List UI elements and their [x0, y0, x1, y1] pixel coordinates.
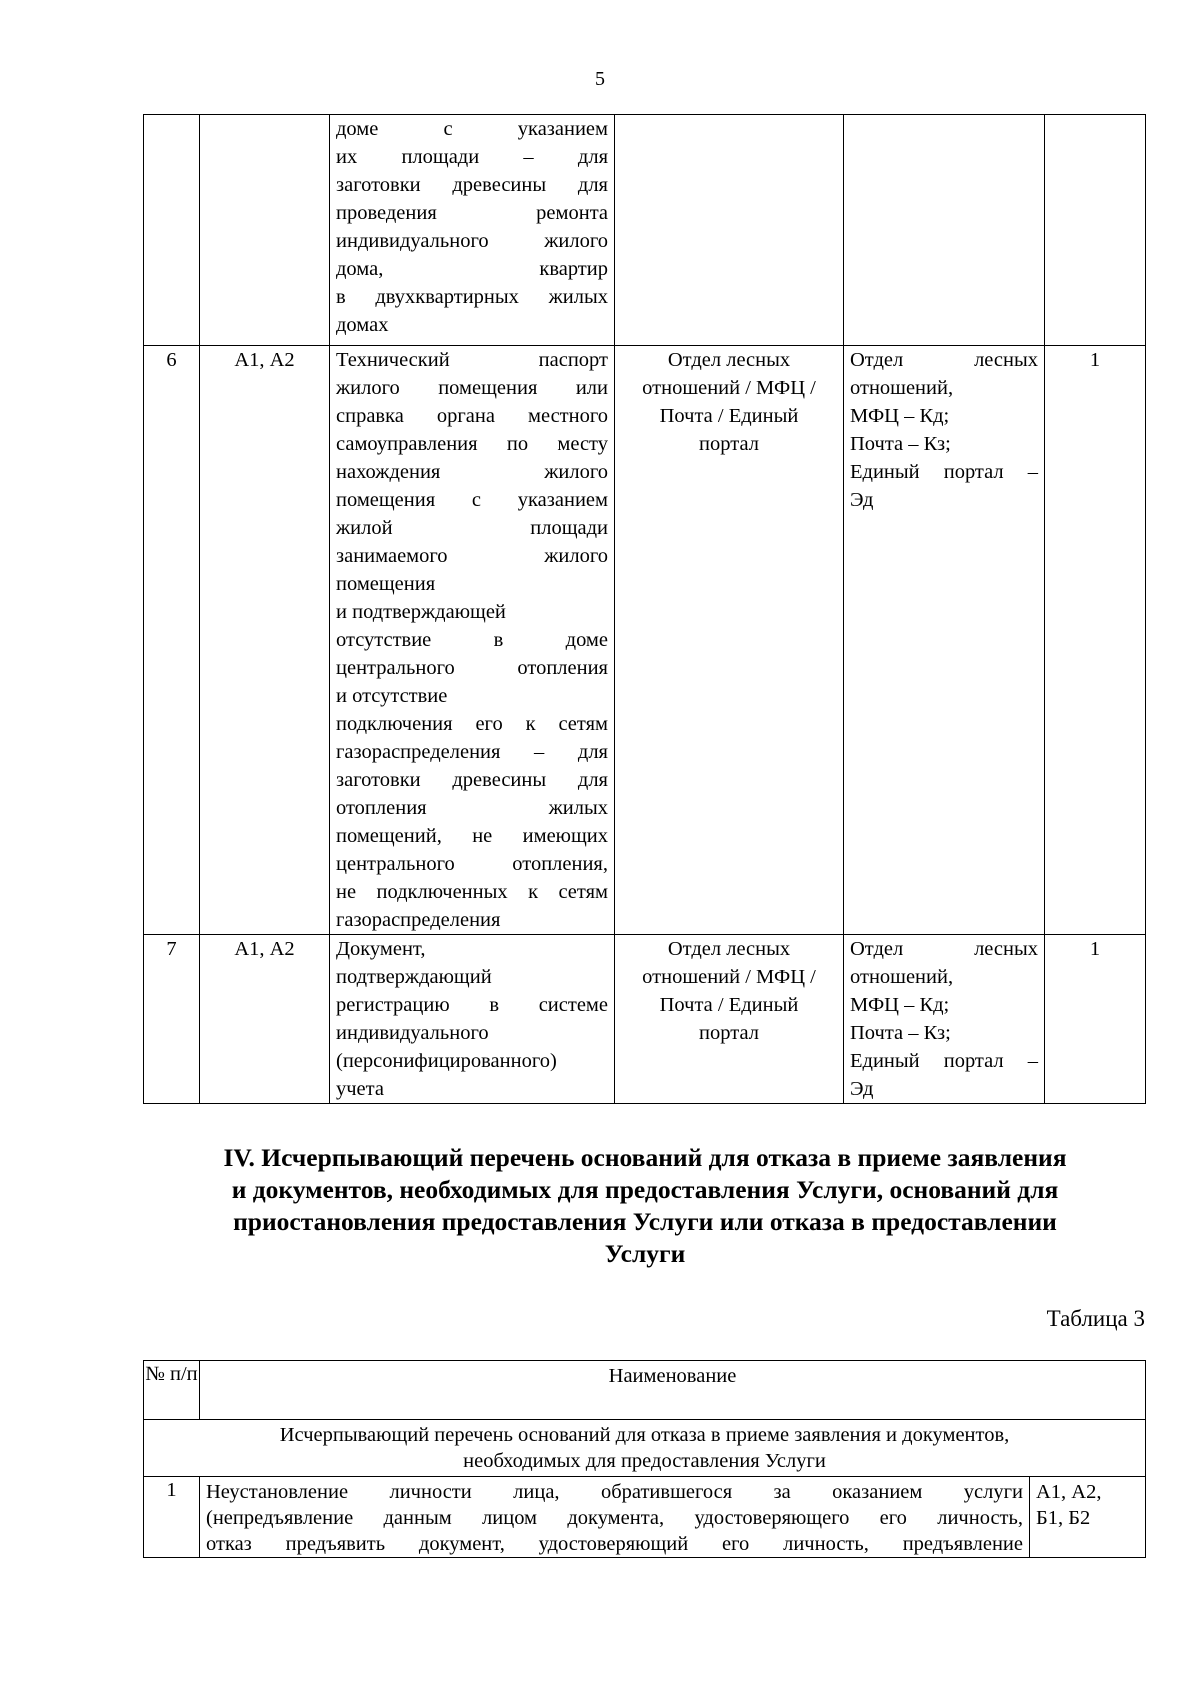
- document-line: и отсутствие: [336, 685, 448, 707]
- where-line: отношений / МФЦ /: [642, 966, 816, 988]
- document-line: в двухквартирных жилых: [336, 286, 608, 308]
- subsection-line: Исчерпывающий перечень оснований для отказа в приеме заявления и документов,: [279, 1424, 1010, 1446]
- codes-line: А1, А2,: [1036, 1481, 1102, 1503]
- table-row: [144, 1477, 1146, 1558]
- cell-num: 7: [144, 935, 200, 1104]
- where-line: портал: [699, 1022, 759, 1044]
- table-label: Таблица 3: [1046, 1306, 1145, 1331]
- cell-document: [330, 115, 615, 346]
- subsection-title: [144, 1420, 1146, 1477]
- document-line: (персонифицированного): [336, 1050, 557, 1072]
- how-line: отношений,: [850, 966, 954, 988]
- document-line: жилого помещения или: [336, 377, 608, 399]
- how-line: Почта – Кз;: [850, 433, 951, 455]
- header-num: № п/п: [144, 1361, 200, 1420]
- cell-codes: А1, А2: [200, 346, 330, 935]
- codes-line: Б1, Б2: [1036, 1507, 1091, 1529]
- text-line: отказ предъявить документ, удостоверяющий его личность, предъявление: [206, 1533, 1023, 1555]
- cell-how: [844, 115, 1045, 346]
- table-header-row: [144, 1361, 1146, 1420]
- document-line: индивидуального жилого: [336, 230, 608, 252]
- where-line: Отдел лесных: [667, 349, 791, 371]
- document-line: центрального отопления: [336, 657, 608, 679]
- cell-where: [615, 935, 844, 1104]
- document-line: Технический паспорт: [336, 349, 608, 371]
- heading-line: и документов, необходимых для предоставления Услуги, оснований для: [231, 1175, 1059, 1204]
- where-line: Отдел лесных: [667, 938, 791, 960]
- text-line: Неустановление личности лица, обратившегося за оказанием услуги: [206, 1481, 1023, 1503]
- cell-where: [615, 115, 844, 346]
- document-line: жилой площади: [336, 517, 608, 539]
- document-line: центрального отопления,: [336, 853, 608, 875]
- how-line: отношений,: [850, 377, 954, 399]
- document-line: самоуправления по месту: [336, 433, 608, 455]
- document-line: газораспределения: [336, 909, 501, 931]
- document-line: заготовки древесины для: [336, 174, 608, 196]
- subsection-line: необходимых для предоставления Услуги: [463, 1450, 826, 1472]
- document-line: справка органа местного: [336, 405, 608, 427]
- document-line: их площади – для: [336, 146, 608, 168]
- cell-copies: 1: [1045, 346, 1146, 935]
- how-line: МФЦ – Кд;: [850, 405, 950, 427]
- text-line: (непредъявление данным лицом документа, удостоверяющего его личность,: [206, 1507, 1023, 1529]
- cell-copies: 1: [1045, 935, 1146, 1104]
- document-line: домах: [336, 314, 389, 336]
- document-line: помещения: [336, 573, 436, 595]
- cell-codes: А1, А2: [200, 935, 330, 1104]
- cell-codes: [200, 115, 330, 346]
- table-row: [144, 935, 1146, 1104]
- table-row: [144, 346, 1146, 935]
- document-line: Документ,: [336, 938, 426, 960]
- cell-num: [144, 115, 200, 346]
- cell-how: [844, 346, 1045, 935]
- where-line: портал: [699, 433, 759, 455]
- how-line: Эд: [850, 489, 874, 511]
- how-line: Отдел лесных: [850, 349, 1038, 371]
- document-line: учета: [336, 1078, 384, 1100]
- where-line: Почта / Единый: [659, 405, 799, 427]
- document-line: отопления жилых: [336, 797, 608, 819]
- cell-where: [615, 346, 844, 935]
- document-line: помещения с указанием: [336, 489, 608, 511]
- how-line: МФЦ – Кд;: [850, 994, 950, 1016]
- document-line: доме с указанием: [336, 118, 608, 140]
- subsection-row: [144, 1420, 1146, 1477]
- cell-codes: [1030, 1477, 1146, 1558]
- where-line: отношений / МФЦ /: [642, 377, 816, 399]
- heading-line: Услуги: [604, 1239, 686, 1268]
- document-line: подтверждающий: [336, 966, 492, 988]
- document-line: помещений, не имеющих: [336, 825, 608, 847]
- document-line: и подтверждающей: [336, 601, 506, 623]
- document-line: нахождения жилого: [336, 461, 608, 483]
- cell-document: [330, 935, 615, 1104]
- document-line: не подключенных к сетям: [336, 881, 608, 903]
- how-line: Единый портал –: [850, 461, 1038, 483]
- cell-text: [200, 1477, 1030, 1558]
- document-line: регистрацию в системе: [336, 994, 608, 1016]
- how-line: Почта – Кз;: [850, 1022, 951, 1044]
- how-line: Отдел лесных: [850, 938, 1038, 960]
- document-line: проведения ремонта: [336, 202, 608, 224]
- cell-num: 6: [144, 346, 200, 935]
- document-line: отсутствие в доме: [336, 629, 608, 651]
- heading-line: приостановления предоставления Услуги или отказа в предоставлении: [233, 1207, 1057, 1236]
- refusal-grounds-table: [143, 1360, 1146, 1558]
- section-heading: [140, 1142, 1150, 1270]
- heading-line: IV. Исчерпывающий перечень оснований для отказа в приеме заявления: [223, 1143, 1067, 1172]
- document-line: индивидуального: [336, 1022, 489, 1044]
- page-number: 5: [595, 68, 605, 90]
- document-line: дома, квартир: [336, 258, 608, 280]
- how-line: Эд: [850, 1078, 874, 1100]
- cell-num: 1: [144, 1477, 200, 1558]
- document-line: подключения его к сетям: [336, 713, 608, 735]
- cell-how: [844, 935, 1045, 1104]
- cell-document: [330, 346, 615, 935]
- cell-copies: [1045, 115, 1146, 346]
- document-line: заготовки древесины для: [336, 769, 608, 791]
- document-line: газораспределения – для: [336, 741, 608, 763]
- documents-table: [143, 114, 1146, 1104]
- document-line: занимаемого жилого: [336, 545, 608, 567]
- where-line: Почта / Единый: [659, 994, 799, 1016]
- how-line: Единый портал –: [850, 1050, 1038, 1072]
- table-row-continued: [144, 115, 1146, 346]
- header-name: Наименование: [200, 1361, 1146, 1420]
